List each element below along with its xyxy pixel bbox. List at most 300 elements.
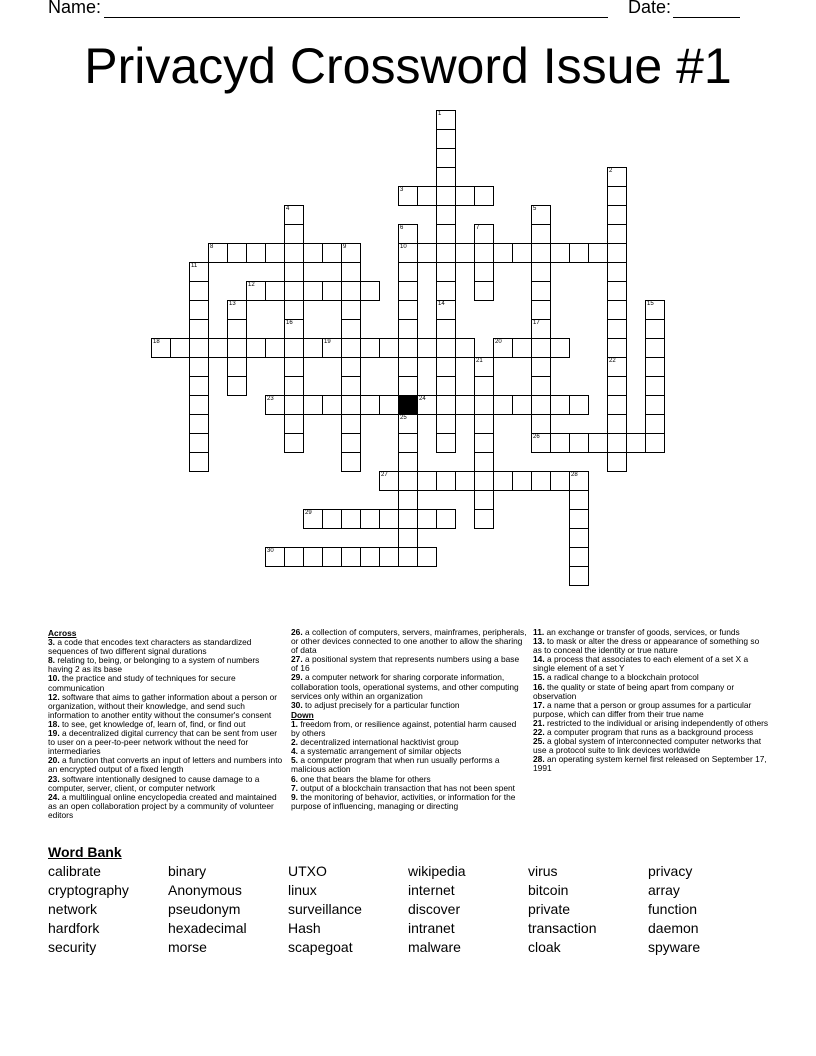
word-bank-word: surveillance: [288, 901, 362, 917]
grid-cell[interactable]: [436, 129, 456, 149]
grid-cell[interactable]: [322, 338, 342, 358]
grid-cell[interactable]: [189, 395, 209, 415]
clue-item: [533, 701, 769, 719]
grid-cell[interactable]: [531, 338, 551, 358]
grid-cell[interactable]: [493, 338, 513, 358]
grid-cell[interactable]: [436, 281, 456, 301]
word-bank-word: malware: [408, 939, 461, 955]
grid-cell[interactable]: [284, 281, 304, 301]
word-bank-word: hardfork: [48, 920, 100, 936]
grid-cell[interactable]: [569, 471, 589, 491]
grid-cell[interactable]: [246, 243, 266, 263]
clue-item-text: a decentralized digital currency that can be sent from user to user on a peer-to-peer network without the need for intermediaries: [48, 728, 278, 757]
grid-cell[interactable]: [550, 395, 570, 415]
clue-number: 15: [647, 301, 654, 307]
grid-cell[interactable]: [341, 243, 361, 263]
grid-cell[interactable]: [436, 243, 456, 263]
grid-cell[interactable]: [417, 395, 437, 415]
grid-cell[interactable]: [322, 395, 342, 415]
grid-cell[interactable]: [284, 357, 304, 377]
grid-cell[interactable]: [474, 186, 494, 206]
clue-item-number: 8.: [48, 655, 55, 666]
grid-cell[interactable]: [550, 338, 570, 358]
clue-item-number: 12.: [48, 691, 60, 702]
grid-cell[interactable]: [341, 547, 361, 567]
word-bank-word: linux: [288, 882, 317, 898]
grid-cell[interactable]: [436, 300, 456, 320]
word-bank-word: function: [648, 901, 698, 917]
clue-item: [291, 628, 527, 655]
grid-cell[interactable]: [474, 509, 494, 529]
grid-cell[interactable]: [512, 395, 532, 415]
clue-item-text: the practice and study of techniques for secure communication: [48, 673, 236, 693]
name-label: Name:: [48, 0, 102, 17]
grid-cell[interactable]: [607, 262, 627, 282]
clue-item-number: 29.: [291, 672, 303, 683]
grid-cell[interactable]: [645, 319, 665, 339]
grid-cell[interactable]: [265, 395, 285, 415]
grid-cell[interactable]: [398, 338, 418, 358]
grid-cell[interactable]: [474, 376, 494, 396]
grid-cell[interactable]: [360, 395, 380, 415]
clue-item-text: an exchange or transfer of goods, services, or funds: [544, 627, 740, 637]
grid-cell[interactable]: [607, 433, 627, 453]
word-bank-word: security: [48, 939, 97, 955]
grid-cell[interactable]: [436, 509, 456, 529]
clue-number: 1: [438, 111, 442, 117]
clue-number: 27: [381, 472, 388, 478]
grid-cell[interactable]: [455, 395, 475, 415]
word-bank-word: calibrate: [48, 863, 101, 879]
clue-item-number: 28.: [533, 754, 545, 765]
grid-cell[interactable]: [474, 414, 494, 434]
word-bank-title: Word Bank: [48, 844, 122, 860]
grid-cell[interactable]: [322, 243, 342, 263]
grid-cell[interactable]: [398, 433, 418, 453]
clue-item-text: a radical change to a blockchain protocol: [544, 672, 699, 683]
grid-cell[interactable]: [531, 319, 551, 339]
grid-cell[interactable]: [379, 547, 399, 567]
clue-number: 11: [191, 263, 198, 269]
grid-cell[interactable]: [436, 262, 456, 282]
grid-cell[interactable]: [436, 148, 456, 168]
date-label: Date:: [628, 0, 672, 17]
grid-cell[interactable]: [569, 395, 589, 415]
grid-cell[interactable]: [246, 338, 266, 358]
grid-cell[interactable]: [284, 414, 304, 434]
clue-item-number: 24.: [48, 791, 60, 802]
grid-cell[interactable]: [607, 376, 627, 396]
clue-item: [291, 701, 527, 710]
grid-cell[interactable]: [474, 224, 494, 244]
word-bank-word: spyware: [648, 939, 701, 955]
grid-cell[interactable]: [512, 338, 532, 358]
grid-cell[interactable]: [436, 224, 456, 244]
grid-cell[interactable]: [474, 281, 494, 301]
clue-item: [533, 655, 769, 673]
grid-cell[interactable]: [398, 547, 418, 567]
clue-number: 14: [438, 301, 445, 307]
grid-cell[interactable]: [341, 319, 361, 339]
grid-cell[interactable]: [531, 224, 551, 244]
grid-cell[interactable]: [341, 300, 361, 320]
clue-item-text: relating to, being, or belonging to a system of numbers having 2 as its base: [48, 655, 260, 675]
grid-cell[interactable]: [398, 281, 418, 301]
grid-cell[interactable]: [436, 376, 456, 396]
grid-cell[interactable]: [398, 300, 418, 320]
clues-column-3: [533, 628, 769, 774]
clue-item-text: to adjust precisely for a particular function: [302, 699, 460, 710]
clue-item: [48, 656, 284, 674]
grid-cell[interactable]: [341, 414, 361, 434]
grid-cell[interactable]: [189, 281, 209, 301]
grid-cell[interactable]: [474, 490, 494, 510]
clue-number: 12: [248, 282, 255, 288]
grid-cell[interactable]: [227, 357, 247, 377]
clue-item-number: 2.: [291, 737, 298, 748]
grid-cell[interactable]: [227, 300, 247, 320]
grid-cell[interactable]: [341, 433, 361, 453]
clue-item-text: a name that a person or group assumes for a particular purpose, which can differ from their true name: [533, 699, 752, 719]
clues-column-2: [291, 628, 527, 811]
clue-item: [533, 637, 769, 655]
grid-cell[interactable]: [569, 509, 589, 529]
grid-cell[interactable]: [360, 547, 380, 567]
clue-item: [533, 755, 769, 773]
grid-cell[interactable]: [189, 262, 209, 282]
word-bank-word: transaction: [528, 920, 597, 936]
grid-cell[interactable]: [170, 338, 190, 358]
grid-cell[interactable]: [455, 338, 475, 358]
clue-number: 2: [609, 168, 613, 174]
grid-cell[interactable]: [474, 433, 494, 453]
grid-cell[interactable]: [360, 509, 380, 529]
grid-cell[interactable]: [550, 471, 570, 491]
grid-cell[interactable]: [531, 243, 551, 263]
grid-cell[interactable]: [531, 414, 551, 434]
clue-number: 16: [286, 320, 293, 326]
clue-number: 18: [153, 339, 160, 345]
grid-cell[interactable]: [607, 243, 627, 263]
clue-item: [291, 793, 527, 811]
grid-cell[interactable]: [569, 433, 589, 453]
grid-cell[interactable]: [265, 281, 285, 301]
grid-cell[interactable]: [436, 110, 456, 130]
clue-item-number: 21.: [533, 717, 545, 728]
grid-cell[interactable]: [645, 376, 665, 396]
grid-cell[interactable]: [303, 509, 323, 529]
grid-cell[interactable]: [208, 243, 228, 263]
grid-cell[interactable]: [531, 471, 551, 491]
grid-cell[interactable]: [189, 357, 209, 377]
grid-cell[interactable]: [474, 395, 494, 415]
grid-cell[interactable]: [417, 243, 437, 263]
clue-item-number: 10.: [48, 673, 60, 684]
grid-cell[interactable]: [303, 281, 323, 301]
grid-cell[interactable]: [569, 547, 589, 567]
grid-cell[interactable]: [569, 528, 589, 548]
clue-number: 8: [210, 244, 214, 250]
clue-item-number: 6.: [291, 773, 298, 784]
grid-cell[interactable]: [588, 243, 608, 263]
grid-cell[interactable]: [455, 243, 475, 263]
grid-cell[interactable]: [265, 243, 285, 263]
word-bank-word: network: [48, 901, 98, 917]
grid-cell[interactable]: [512, 471, 532, 491]
grid-cell[interactable]: [569, 490, 589, 510]
clue-number: 23: [267, 396, 274, 402]
grid-cell[interactable]: [360, 281, 380, 301]
grid-cell[interactable]: [607, 281, 627, 301]
grid-cell[interactable]: [398, 452, 418, 472]
grid-cell[interactable]: [569, 243, 589, 263]
grid-cell[interactable]: [474, 357, 494, 377]
grid-cell[interactable]: [436, 319, 456, 339]
clue-item: [48, 674, 284, 692]
clue-item: [48, 729, 284, 756]
grid-cell[interactable]: [227, 319, 247, 339]
grid-cell[interactable]: [341, 509, 361, 529]
grid-cell[interactable]: [265, 338, 285, 358]
grid-cell[interactable]: [379, 471, 399, 491]
clue-item-text: decentralized international hacktivist group: [298, 737, 459, 748]
grid-cell[interactable]: [322, 547, 342, 567]
grid-cell[interactable]: [436, 433, 456, 453]
grid-cell[interactable]: [607, 186, 627, 206]
grid-cell[interactable]: [189, 338, 209, 358]
grid-cell[interactable]: [398, 186, 418, 206]
grid-cell[interactable]: [398, 471, 418, 491]
grid-cell[interactable]: [398, 414, 418, 434]
grid-cell[interactable]: [436, 167, 456, 187]
grid-cell[interactable]: [607, 357, 627, 377]
word-bank-word: Hash: [288, 920, 321, 936]
grid-cell[interactable]: [284, 376, 304, 396]
grid-cell[interactable]: [379, 509, 399, 529]
grid-cell[interactable]: [417, 338, 437, 358]
grid-cell[interactable]: [284, 205, 304, 225]
grid-cell[interactable]: [227, 243, 247, 263]
clue-item-text: freedom from, or resilience against, potential harm caused by others: [291, 718, 517, 739]
clue-item-text: a global system of interconnected computer networks that use a protocol suite to link devices worldwide: [533, 736, 762, 756]
grid-cell[interactable]: [284, 547, 304, 567]
clue-item-text: output of a blockchain transaction that has not been spent: [298, 782, 515, 793]
clue-item-number: 15.: [533, 672, 545, 683]
grid-cell[interactable]: [436, 414, 456, 434]
grid-cell[interactable]: [284, 395, 304, 415]
clue-item-number: 19.: [48, 728, 60, 739]
word-bank-word: internet: [408, 882, 455, 898]
grid-cell[interactable]: [607, 224, 627, 244]
grid-cell[interactable]: [531, 395, 551, 415]
grid-cell[interactable]: [493, 243, 513, 263]
grid-cell[interactable]: [493, 471, 513, 491]
grid-cell[interactable]: [322, 509, 342, 529]
clue-item-number: 17.: [533, 699, 545, 710]
grid-cell[interactable]: [398, 528, 418, 548]
grid-cell[interactable]: [531, 262, 551, 282]
grid-cell[interactable]: [417, 471, 437, 491]
word-bank-word: binary: [168, 863, 207, 879]
grid-cell[interactable]: [322, 281, 342, 301]
grid-cell[interactable]: [379, 338, 399, 358]
grid-cell[interactable]: [607, 395, 627, 415]
grid-cell[interactable]: [398, 490, 418, 510]
word-bank-word: Anonymous: [168, 882, 242, 898]
grid-cell[interactable]: [341, 281, 361, 301]
grid-cell[interactable]: [227, 376, 247, 396]
grid-cell[interactable]: [151, 338, 171, 358]
word-bank-word: discover: [408, 901, 461, 917]
clue-item-number: 5.: [291, 755, 298, 766]
grid-cell[interactable]: [531, 433, 551, 453]
grid-cell[interactable]: [455, 186, 475, 206]
grid-cell[interactable]: [189, 414, 209, 434]
grid-cell[interactable]: [455, 471, 475, 491]
word-bank-word: virus: [528, 863, 558, 879]
word-bank-word: UTXO: [288, 863, 327, 879]
clue-item: [291, 673, 527, 700]
grid-cell[interactable]: [246, 281, 266, 301]
grid-cell[interactable]: [360, 338, 380, 358]
grid-cell[interactable]: [417, 509, 437, 529]
clue-number: 3: [400, 187, 404, 193]
grid-cell[interactable]: [607, 167, 627, 187]
grid-cell[interactable]: [436, 338, 456, 358]
grid-cell[interactable]: [303, 395, 323, 415]
grid-cell[interactable]: [265, 547, 285, 567]
clue-number: 5: [533, 206, 537, 212]
grid-cell[interactable]: [341, 395, 361, 415]
grid-cell[interactable]: [474, 452, 494, 472]
grid-cell[interactable]: [379, 395, 399, 415]
grid-cell[interactable]: [531, 281, 551, 301]
clue-number: 20: [495, 339, 502, 345]
grid-cell[interactable]: [512, 243, 532, 263]
grid-cell[interactable]: [607, 205, 627, 225]
page-title: Privacyd Crossword Issue #1: [84, 38, 732, 94]
clue-item: [48, 693, 284, 720]
grid-cell[interactable]: [303, 547, 323, 567]
grid-cell[interactable]: [474, 243, 494, 263]
grid-cell[interactable]: [645, 357, 665, 377]
clue-item-text: a systematic arrangement of similar objects: [298, 746, 462, 757]
grid-cell[interactable]: [645, 338, 665, 358]
grid-cell[interactable]: [645, 414, 665, 434]
grid-cell[interactable]: [284, 262, 304, 282]
grid-cell[interactable]: [341, 262, 361, 282]
grid-cell[interactable]: [189, 319, 209, 339]
grid-cell[interactable]: [607, 414, 627, 434]
grid-cell[interactable]: [208, 338, 228, 358]
clue-number: 25: [400, 415, 407, 421]
word-bank-word: morse: [168, 939, 207, 955]
grid-cell[interactable]: [531, 205, 551, 225]
clue-item-number: 3.: [48, 637, 55, 648]
grid-cell[interactable]: [398, 319, 418, 339]
grid-cell[interactable]: [436, 471, 456, 491]
grid-cell[interactable]: [284, 338, 304, 358]
grid-cell[interactable]: [436, 205, 456, 225]
grid-cell[interactable]: [398, 509, 418, 529]
grid-cell[interactable]: [227, 338, 247, 358]
clue-item: [291, 756, 527, 774]
clue-item-number: 26.: [291, 627, 303, 637]
grid-cell[interactable]: [417, 547, 437, 567]
clue-item: [533, 737, 769, 755]
clue-number: 19: [324, 339, 331, 345]
word-bank-word: pseudonym: [168, 901, 241, 917]
word-bank-word: intranet: [408, 920, 455, 936]
grid-cell[interactable]: [550, 433, 570, 453]
clue-number: 10: [400, 244, 407, 250]
grid-cell[interactable]: [569, 566, 589, 586]
clue-item: [48, 756, 284, 774]
grid-cell[interactable]: [531, 300, 551, 320]
word-bank-word: array: [648, 882, 680, 898]
grid-cell[interactable]: [189, 452, 209, 472]
grid-cell[interactable]: [284, 300, 304, 320]
grid-cell[interactable]: [303, 338, 323, 358]
grid-cell[interactable]: [550, 243, 570, 263]
grid-cell[interactable]: [341, 338, 361, 358]
clue-number: 26: [533, 434, 540, 440]
grid-cell[interactable]: [607, 319, 627, 339]
clue-number: 13: [229, 301, 236, 307]
grid-cell[interactable]: [474, 471, 494, 491]
clue-item-text: a code that encodes text characters as standardized sequences of two different signal durations: [48, 637, 252, 657]
clue-item-text: to mask or alter the dress or appearance of something so as to conceal the identity or true nature: [533, 636, 760, 656]
grid-cell[interactable]: [607, 300, 627, 320]
grid-cell[interactable]: [189, 433, 209, 453]
grid-cell[interactable]: [398, 376, 418, 396]
grid-cell[interactable]: [284, 243, 304, 263]
grid-cell[interactable]: [588, 433, 608, 453]
grid-cell[interactable]: [531, 376, 551, 396]
grid-cell[interactable]: [341, 452, 361, 472]
grid-cell[interactable]: [474, 262, 494, 282]
grid-cell[interactable]: [436, 357, 456, 377]
grid-cell[interactable]: [303, 243, 323, 263]
grid-cell[interactable]: [398, 357, 418, 377]
grid-cell[interactable]: [645, 300, 665, 320]
grid-cell[interactable]: [645, 433, 665, 453]
grid-cell[interactable]: [417, 186, 437, 206]
grid-cell[interactable]: [607, 338, 627, 358]
grid-cell[interactable]: [531, 357, 551, 377]
clue-number: 30: [267, 548, 274, 554]
grid-cell[interactable]: [189, 376, 209, 396]
grid-cell[interactable]: [189, 300, 209, 320]
clue-item-text: the monitoring of behavior, activities, or information for the purpose of influencing, managing or directing: [291, 791, 516, 811]
grid-cell[interactable]: [284, 319, 304, 339]
grid-cell[interactable]: [436, 395, 456, 415]
grid-cell[interactable]: [607, 452, 627, 472]
clue-item-text: restricted to the individual or arising independently of others: [544, 717, 769, 728]
grid-cell[interactable]: [493, 395, 513, 415]
grid-cell[interactable]: [626, 433, 646, 453]
grid-cell[interactable]: [645, 395, 665, 415]
grid-cell[interactable]: [284, 224, 304, 244]
clue-item: [48, 638, 284, 656]
grid-cell[interactable]: [398, 262, 418, 282]
grid-cell[interactable]: [398, 243, 418, 263]
grid-cell[interactable]: [398, 224, 418, 244]
grid-cell[interactable]: [341, 357, 361, 377]
grid-cell[interactable]: [436, 186, 456, 206]
grid-cell[interactable]: [341, 376, 361, 396]
grid-cell[interactable]: [284, 433, 304, 453]
